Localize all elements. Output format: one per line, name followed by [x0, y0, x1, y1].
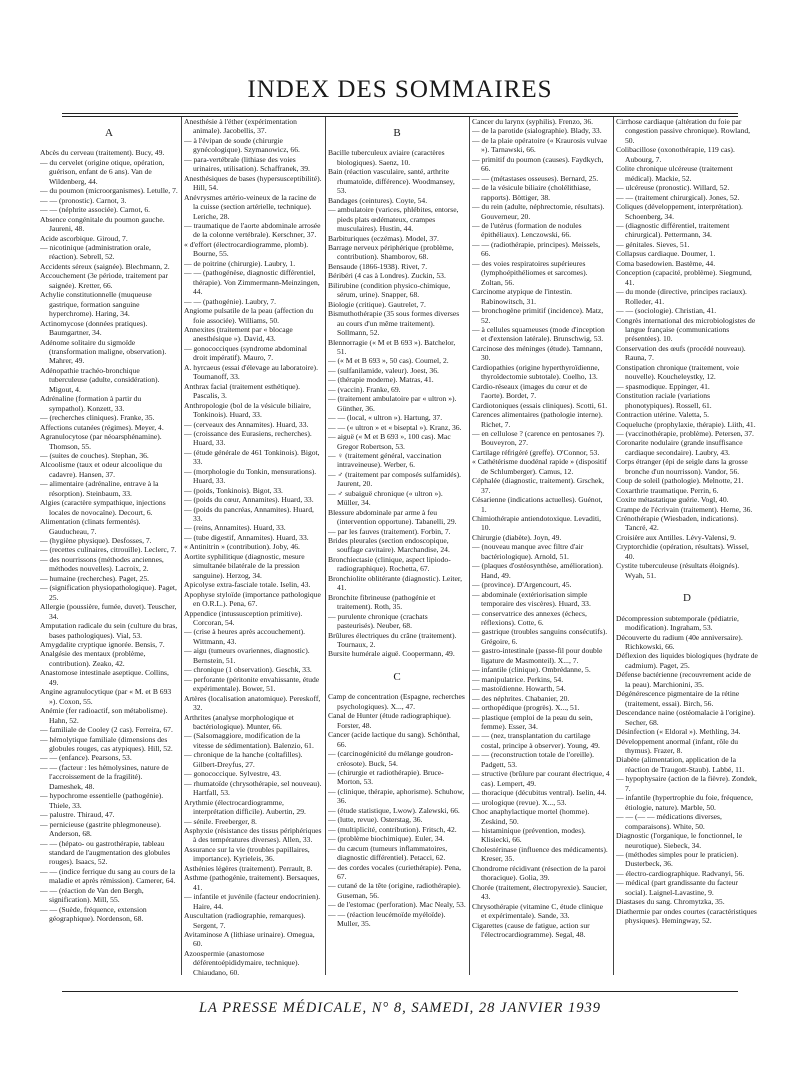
index-entry: Diabète (alimentation, application de la réaction de Traugott-Staub). Labbé, 11.: [616, 755, 745, 774]
index-entry: — (lutte, revue). Osterstag, 36.: [328, 815, 423, 825]
index-entry: — gonococciques (syndrome abdominal droit impératif). Mauro, 7.: [184, 343, 307, 363]
index-entry: Cancer (acide lactique du sang). Schönthal, 66.: [328, 730, 460, 749]
index-entry: — — (néphrite associée). Carnot, 6.: [40, 205, 151, 215]
index-entry: — (méthodes simples pour le praticien). Dusterbeck, 36.: [616, 849, 739, 869]
index-entry: Conservation des œufs (procédé nouveau). Rauna, 7.: [616, 343, 746, 363]
index-entry: Bismuthothérapie (35 sous formes diverses au cours d'un même traitement). Sollmann, 52.: [328, 309, 460, 338]
index-entry: Désinfection (« Eldoral »). Methling, 34.: [616, 727, 741, 737]
index-entry: « Cathétérisme duodénal rapide » (dispositif de Schlumberger). Camus, 12.: [472, 457, 607, 476]
index-entry: Anastomose intestinale aseptique. Collins, 49.: [40, 668, 169, 687]
index-entry: — de poitrine (chirurgie). Laubry, 1.: [184, 258, 296, 268]
index-entry: Colite chronique ulcéreuse (traitement médical). Mackie, 52.: [616, 164, 733, 183]
index-entry: — — (Suède, fréquence, extension géographique). Nordenson, 68.: [40, 904, 147, 924]
index-entry: — infantile (hypertrophie du foie, fréquence, étiologie, nature). Marble, 50.: [616, 793, 753, 812]
index-entry: — (Salsomaggiore, modification de la vitesse de sédimentation). Balenzio, 61.: [184, 731, 314, 750]
index-entry: Apicolyse extra-fasciale totale. Iselin, 43.: [184, 580, 311, 590]
index-entry: « d'effort (électrocardiogramme, plomb). Bourne, 55.: [184, 239, 309, 259]
index-entry: — des néphrites. Chabanier, 20.: [472, 693, 570, 703]
index-entry: Allergie (poussière, fumée, duvet). Teuscher, 34.: [40, 602, 177, 621]
index-entry: Dégénérescence pigmentaire de la rétine (traitement, essai). Birch, 56.: [616, 689, 740, 708]
index-entry: — (« M et B 693 », 50 cas). Coumel, 2.: [328, 356, 449, 366]
index-entry: — génitales. Sieves, 51.: [616, 239, 690, 249]
index-entry: — chronique (1 observation). Geschk, 33.: [184, 665, 312, 675]
column-divider: [469, 117, 470, 975]
column-divider: [325, 117, 326, 975]
index-entry: — (étude statistique, Lwow). Zalewski, 66.: [328, 805, 460, 815]
index-entry: Abcès du cerveau (traitement). Bucy, 49.: [40, 148, 165, 158]
index-entry: — — (indice ferrique du sang au cours de la maladie et après rémission). Camerer, 64.: [40, 866, 176, 886]
index-entry: — de l'utérus (formation de nodules épithéliaux). Lenczowski, 66.: [472, 220, 582, 240]
index-entry: — pernicieuse (gastrite phlegmoneuse). Anderson, 68.: [40, 819, 162, 839]
index-entry: Constipation chronique (traitement, voie nouvelle). Koucheleystky, 12.: [616, 362, 740, 382]
index-entry: — gastrique (troubles sanguins consécutifs). Grégoire, 6.: [472, 627, 608, 646]
index-entry: — des nourrissons (méthodes anciennes, méthodes nouvelles). Lacroix, 2.: [40, 554, 164, 574]
index-entry: — (poids du cœur, Annamites). Huard, 33.: [184, 495, 314, 505]
index-entry: — gonococcique. Sylvestre, 43.: [184, 769, 282, 779]
index-entry: — urologique (revue). X..., 53.: [472, 797, 567, 807]
index-entry: — (morphologie du Tonkin, mensurations). Huard, 33.: [184, 466, 317, 486]
index-entry: — de l'estomac (perforation). Mac Nealy, 53.: [328, 900, 466, 910]
index-entry: Alimentation (clinats fermentés). Gauducheau, 7.: [40, 517, 141, 536]
index-entry: Cigarettes (cause de fatigue, action sur l'électrocardiogramme). Segal, 48.: [472, 920, 590, 939]
index-entry: Crénothérapie (Wiesbaden, indications). Tancré, 42.: [616, 514, 739, 533]
index-entry: — — (métastases osseuses). Bernard, 25.: [472, 173, 599, 183]
index-entry: — des cordes vocales (curiethérapie). Pena, 67.: [328, 862, 462, 881]
index-entry: — de la vésicule biliaire (cholélithiase, rapports). Böttiger, 38.: [472, 183, 591, 202]
index-entry: Appendice (intussusception primitive). Corcoran, 54.: [184, 608, 303, 628]
index-entry: Descendance naine (ostéomalacie à l'origine). Secher, 68.: [616, 708, 756, 727]
index-entry: — familiale de Cooley (2 cas). Ferreira, 67.: [40, 725, 173, 735]
index-entry: Chirurgie (diabète). Joyn, 49.: [472, 532, 562, 542]
index-entry: — — (pathogénèse, diagnostic différentiel, thérapie). Von Zimmermann-Meinzingen, 44.: [184, 268, 320, 297]
index-entry: Croisière aux Antilles. Lévy-Valensi, 9.: [616, 532, 736, 542]
index-entry: — — (pronostic). Carnot, 3.: [40, 195, 127, 205]
index-entry: Arythmie (électrocardiogramme, interprétation difficile). Aubertin, 29.: [184, 797, 306, 817]
index-entry: Coronarite nodulaire (grande insuffisance cardiaque secondaire). Laubry, 43.: [616, 438, 743, 457]
index-entry: Diagnostic (l'organique, le fonctionnel, le neurotique). Siebeck, 34.: [616, 831, 743, 850]
index-entry: — du poumon (microorganismes). Letulle, 7.: [40, 186, 178, 196]
index-entry: — — (facteur : les hémolysines, nature de l'accroissement de la fragilité). Dameshek, 48.: [40, 762, 169, 791]
index-entry: — sénile. Freeberger, 8.: [184, 816, 257, 826]
index-entry: Bursite humérale aiguë. Coopermann, 49.: [328, 649, 455, 659]
index-entry: Amputation radicale du sein (culture du bras, bases pathologiques). Vial, 53.: [40, 621, 178, 640]
index-entry: — — (radiothérapie, principes). Meissels, 66.: [472, 239, 601, 259]
index-entry: Cystite tuberculeuse (résultats éloignés). Wyah, 51.: [616, 561, 740, 580]
index-entry: — gastro-intestinale (passe-fil pour double ligature de Masmonteil). X..., 7.: [472, 646, 603, 665]
index-entry: Achylie constitutionnelle (muqueuse gastrique, formation sanguine hyperchrome). Haring, 34.: [40, 290, 152, 319]
index-entry: Bronchiolite oblitérante (diagnostic). Leiter, 41.: [328, 573, 463, 593]
index-entry: — (vaccin). Franke, 69.: [328, 384, 401, 394]
index-entry: — — (réaction leucémoïde myéloïde). Muller, 35.: [328, 909, 446, 929]
index-entry: — humaine (recherches). Paget, 25.: [40, 573, 150, 583]
index-entry: — hypochrome essentielle (pathogénie). Thiele, 33.: [40, 791, 164, 810]
index-entry: — hypophysaire (action de la fièvre). Zondek, 7.: [616, 774, 757, 793]
section-heading: D: [683, 592, 691, 605]
index-entry: — (sulfanilamide, valeur). Joest, 36.: [328, 365, 439, 375]
index-entry: — — (pathogénie). Laubry, 7.: [184, 296, 277, 306]
index-entry: Auscultation (radiographie, remarques). Sergent, 7.: [184, 911, 306, 930]
index-entry: — cutané de la tête (origine, radiothérapie). Guseman, 56.: [328, 881, 461, 900]
index-entry: Anesthésie à l'éther (expérimentation animale). Jacobellis, 37.: [184, 117, 297, 136]
index-entry: — manipulatrice. Perkins, 54.: [472, 674, 564, 684]
index-entry: Diastases du sang. Chromytzka, 35.: [616, 897, 725, 907]
index-entry: Azoospermie (anastomose déférentoépididymaire, technique). Chiaudano, 60.: [184, 948, 300, 977]
index-entry: — de la plaie opératoire (« Kraurosis vulvae »). Tarnawski, 66.: [472, 135, 608, 155]
index-entry: Collapsus cardiaque. Doumer, 1.: [616, 249, 716, 259]
index-entry: Bronchite fibrineuse (pathogénie et traitement). Roth, 35.: [328, 592, 436, 612]
index-entry: — aigu (tumeurs ovariennes, diagnostic). Bernstein, 51.: [184, 646, 310, 665]
index-entry: — infantile et juvénile (facteur endocrinien). Haire, 44.: [184, 892, 321, 911]
index-entry: Découverte du radium (40e anniversaire). Richkowski, 66.: [616, 632, 743, 652]
index-entry: Coliques (développement, interprétation). Schoenberg, 34.: [616, 202, 743, 221]
index-entry: Coqueluche (prophylaxie, thérapie). Liith, 41.: [616, 419, 756, 429]
section-heading: C: [393, 670, 401, 683]
index-entry: — — (— — médications diverses, comparaisons). White, 50.: [616, 812, 722, 831]
index-entry: Cryptorchidie (opération, résultats). Wissel, 40.: [616, 542, 749, 561]
index-entry: Bain (réaction vasculaire, santé, arthrite rhumatoïde, différence). Woodmansey, 53.: [328, 167, 455, 196]
index-entry: — ♂ (traitement par composés sulfamidés). Jaurent, 20.: [328, 469, 462, 489]
index-entry: — du cervelet (origine otique, opération, guérison, enfant de 6 ans). Van de Wildenberg, 44.: [40, 157, 165, 186]
index-entry: — (province). D'Argencourt, 45.: [472, 580, 572, 590]
index-entry: — — (local, « ultron »). Hartung, 37.: [328, 413, 443, 423]
index-entry: — du rein (adulte, néphrectomie, résultats). Gouverneur, 20.: [472, 202, 605, 221]
index-entry: — à l'évipan de soude (chirurgie gynécologique). Szymanowicz, 66.: [184, 135, 300, 155]
footer-rule: [62, 991, 738, 992]
index-entry: Brûlures électriques du crâne (traitement). Tournaux, 2.: [328, 630, 457, 650]
index-entry: — de la parotide (sialographie). Blady, 33.: [472, 126, 602, 136]
index-entry: — mastoïdienne. Howarth, 54.: [472, 684, 566, 694]
index-entry: Accouchement (3e période, traitement par saignée). Kretter, 66.: [40, 271, 168, 290]
index-entry: Béribéri (4 cas à Londres). Zuckin, 53.: [328, 271, 446, 281]
index-entry: Coma basedowien. Bastème, 44.: [616, 258, 716, 268]
index-entry: Césarienne (indications actuelles). Guénot, 1.: [472, 495, 603, 514]
index-entry: — — (réaction de Van den Bergh, signification). Mill, 55.: [40, 885, 144, 905]
index-entry: « Antinitrin » (contribution). Joby, 46.: [184, 542, 300, 552]
index-column-2: [184, 117, 322, 977]
index-entry: Apophyse styloïde (importance pathologique en O.R.L.). Pena, 67.: [184, 589, 321, 609]
index-entry: Crampe de l'écrivain (traitement). Herne, 36.: [616, 504, 753, 514]
index-entry: Cardiotoniques (essais cliniques). Scotti, 61.: [472, 400, 608, 410]
index-entry: — — (« ultron » et « biseptal »). Kranz, 36.: [328, 422, 462, 432]
index-entry: Déflexion des liquides biologiques (hydrate de cadmium). Paget, 25.: [616, 651, 758, 670]
index-entry: Agranulocytose (par néoarsphénamine). Thomson, 55.: [40, 432, 162, 451]
index-entry: — (recettes culinaires, citrouille). Leclerc, 7.: [40, 545, 177, 555]
index-entry: Adrénaline (formation à partir du sympathol). Konzett, 33.: [40, 394, 142, 413]
index-entry: Coxite métastatique guérie. Vogl, 40.: [616, 495, 729, 505]
index-entry: — plastique (emploi de la peau du sein, femme). Esser, 34.: [472, 712, 593, 731]
index-entry: — para-vertébrale (lithiase des voies urinaires, utilisation). Schaffranek, 39.: [184, 154, 310, 174]
index-entry: — à cellules squameuses (mode d'inception et d'extension latérale). Brunschwig, 53.: [472, 324, 605, 344]
index-entry: — (thérapie moderne). Matras, 41.: [328, 375, 434, 385]
index-entry: — traumatique de l'aorte abdominale arrosée de la colonne vertébrale). Kerschner, 37.: [184, 220, 321, 240]
index-entry: Développement anormal (infant, rôle du thymus). Frazer, 8.: [616, 736, 739, 755]
index-entry: — en cellulose ? (carence en pentosanes ?). Bouveyron, 27.: [472, 428, 605, 448]
index-entry: Angiome pulsatile de la peau (affection du foie associée). Williams, 50.: [184, 306, 314, 325]
index-entry: Anthrax facial (traitement esthétique). Pascalis, 3.: [184, 381, 300, 401]
index-entry: — (tube digestif, Annamites). Huard, 33.: [184, 532, 309, 542]
title-rule-top: [62, 113, 738, 114]
index-entry: Congrès international des microbiologistes de langue française (communications présentées). 10.: [616, 315, 756, 344]
index-entry: Avitaminose A (lithiase urinaire). Omegua, 60.: [184, 929, 315, 949]
index-entry: Blennorragie (« M et B 693 »). Batchelor, 51.: [328, 337, 456, 356]
index-entry: Barbituriques (eczémas). Model, 37.: [328, 233, 439, 243]
index-entry: — (poids du pancréas, Annamites). Huard, 33.: [184, 504, 314, 524]
index-entry: Cardiopathies (origine hyperthyroïdienne, thyroïdectomie subtotale). Coelho, 13.: [472, 362, 600, 382]
index-entry: — (traitement ambulatoire par « ultron »). Günther, 36.: [328, 394, 457, 413]
index-entry: Asphyxie (résistance des tissus périphériques à des températures diverses). Allen, 33.: [184, 825, 322, 845]
index-entry: Constitution raciale (variations phonotypiques). Rossell, 61.: [616, 391, 712, 410]
index-entry: Canal de Hunter (étude radiographique). Forster, 48.: [328, 711, 451, 730]
index-entry: — purulente chronique (crachats pasteurisés). Neuber, 68.: [328, 611, 428, 631]
index-entry: Asthénies légères (traitement). Perrault, 8.: [184, 863, 313, 873]
index-entry: — ♀ (traitement général, vaccination intraveineuse). Werber, 6.: [328, 450, 442, 470]
index-entry: Adénopathie trachéo-bronchique tuberculeuse (adulte, considération). Migout, 4.: [40, 365, 160, 394]
index-entry: Chrysothérapie (vitamine C, étude clinique et expérimentale). Sande, 33.: [472, 901, 603, 921]
index-entry: — ambulatoire (varices, phlébites, entorse, pieds plats œdémateux, crampes musculaires). Hustin, 44.: [328, 205, 459, 234]
index-entry: — (plaques d'ostéosynthèse, amélioration). Hand, 49.: [472, 561, 604, 580]
index-entry: Cancer du larynx (syphilis). Frenzo, 36.: [472, 117, 594, 126]
section-heading: B: [393, 127, 401, 139]
index-entry: — (croissance des Eurasiens, recherches). Huard, 33.: [184, 428, 312, 448]
index-entry: Anévrysmes artério-veineux de la racine de la cuisse (section artérielle, technique). Leriche, 28.: [184, 192, 317, 221]
index-entry: Bronchiectasie (clinique, aspect lipiodo-radiographique). Rochetta, 67.: [328, 554, 451, 574]
index-entry: — spasmodique. Eppinger, 41.: [616, 381, 710, 391]
index-entry: — alimentaire (adrénaline, entrave à la résorption). Steinbaum, 33.: [40, 479, 159, 498]
index-entry: Contraction utérine. Valetta, 5.: [616, 410, 710, 420]
index-column-1: [40, 117, 178, 977]
index-entry: — nicotinique (administration orale, réaction). Sebrell, 52.: [40, 242, 151, 262]
index-entry: Décompression subtemporale (pédiatrie, modification). Ingraham, 53.: [616, 613, 739, 633]
index-entry: Actinomycose (données pratiques). Baumgartner, 34.: [40, 318, 148, 338]
index-entry: Alcoolisme (taux et odeur alcoolique du cadavre). Hansen, 37.: [40, 460, 163, 479]
index-entry: — ♂ subaiguë chronique (« ultron »). Müller, 34.: [328, 488, 443, 508]
index-entry: Bacille tuberculeux aviaire (caractères biologiques). Saenz, 10.: [328, 148, 445, 167]
index-entry: Analgésie des mentaux (problème, contribution). Zeako, 42.: [40, 649, 146, 668]
index-entry: — (clinique, thérapie, aphorisme). Schuhow, 36.: [328, 786, 465, 806]
index-entry: Colibacillose (oxonothérapie, 119 cas). Aubourg, 7.: [616, 145, 735, 164]
index-entry: — ulcéreuse (pronostic). Willard, 52.: [616, 183, 730, 193]
index-entry: Assurance sur la vie (troubles papillaires, importance). Kyrieleis, 36.: [184, 844, 310, 864]
index-entry: — médical (part grandissante du facteur social). Laignel-Lavastine, 9.: [616, 878, 739, 897]
index-entry: — abdominale (extériorisation simple temporaire des viscères). Huard, 33.: [472, 589, 591, 609]
index-entry: — électro-cardiographique. Radvanyi, 56.: [616, 868, 745, 878]
index-entry: Absence congénitale du poumon gauche. Jaureni, 48.: [40, 214, 165, 234]
index-entry: Cardio-réseaux (images du cœur et de l'aorte). Bordet, 7.: [472, 381, 588, 401]
index-entry: — primitif du poumon (causes). Faydkych, 66.: [472, 154, 604, 174]
index-entry: Arthrites (analyse morphologique et bactériologique). Munter, 66.: [184, 712, 294, 731]
index-entry: — (signification physiopathologique). Paget, 25.: [40, 583, 177, 602]
index-entry: Aortite syphilitique (diagnostic, mesure simultanée bilatérale de la pression sanguine). Herzog, 34.: [184, 551, 305, 580]
index-entry: — — (traitement chirurgical). Jones, 52.: [616, 192, 740, 202]
index-entry: Algies (caractère sympathique, injections locales de novocaïne). Decourt, 6.: [40, 498, 166, 517]
index-entry: — (étude générale de 461 Tonkinois). Bigot, 33.: [184, 447, 320, 467]
index-entry: Conception (capacité, problème). Siegmund, 41.: [616, 268, 752, 287]
index-entry: Cholestérinase (influence des médicaments). Kreser, 35.: [472, 844, 608, 864]
index-entry: Bandages (ceintures). Coyte, 54.: [328, 195, 428, 205]
index-entry: Anémie (fer radioactif, son métabolisme). Hahn, 52.: [40, 706, 168, 725]
index-entry: — (problème biochimique). Euler, 34.: [328, 834, 445, 844]
index-entry: — (carcinogénicité du mélange goudron-créosote). Buck, 54.: [328, 749, 454, 768]
index-entry: — par les fauves (traitement). Forbin, 7.: [328, 526, 451, 536]
index-entry: — (chirurgie et radiothérapie). Bruce-Morton, 53.: [328, 768, 444, 787]
index-entry: Céphalée (diagnostic, traitement). Grschek, 37.: [472, 476, 604, 495]
index-entry: — du cæcum (tumeurs inflammatoires, diagnostic différentiel). Petacci, 62.: [328, 843, 448, 863]
index-entry: Chimiothérapie antiendotoxique. Levaditi, 10.: [472, 514, 602, 533]
index-entry: — hémolytique familiale (dimensions des globules rouges, cas atypiques). Hill, 52.: [40, 734, 173, 753]
index-entry: — palustre. Thiraud, 47.: [40, 810, 115, 820]
index-entry: — (vaccinothérapie, problème). Petersen, 37.: [616, 428, 754, 438]
index-entry: — du monde (directive, principes raciaux). Rolleder, 41.: [616, 287, 747, 306]
index-entry: Corps étranger (épi de seigle dans la grosse bronche d'un nourrisson). Vandor, 56.: [616, 457, 748, 476]
index-entry: Bilirubine (condition physico-chimique, sérum, urine). Snapper, 68.: [328, 280, 451, 300]
index-entry: Accidents séreux (saignée). Blechmann, 2.: [40, 261, 170, 271]
index-entry: — conservatrice des annexes (échecs, réflexions). Cotte, 6.: [472, 608, 587, 628]
index-entry: — chronique de la hanche (coltafilles). Gilbert-Dreyfus, 27.: [184, 750, 303, 769]
index-entry: — (recherches cliniques). Franke, 35.: [40, 413, 155, 423]
index-entry: Biologie (critique). Gautrelet, 7.: [328, 299, 426, 309]
column-divider: [613, 117, 614, 975]
index-entry: — — (nez, transplantation du cartilage costal, principe à observer). Young, 49.: [472, 731, 600, 750]
index-entry: — thoracique (décubitus ventral). Iselin, 44.: [472, 788, 607, 798]
index-column-5: [616, 117, 758, 977]
index-entry: Annexites (traitement par « blocage anesthésique »). David, 43.: [184, 324, 293, 344]
index-entry: — infantile (clinique). Ombrédanne, 5.: [472, 665, 591, 675]
index-entry: — (diagnostic différentiel, traitement chirurgical). Pettermann, 34.: [616, 220, 730, 240]
index-entry: — (cerveaux des Annamites). Huard, 33.: [184, 419, 309, 429]
index-entry: Coup de soleil (pathologie). Melnotte, 21.: [616, 476, 744, 486]
index-entry: Chondrome récidivant (résection de la paroi thoracique). Golia, 39.: [472, 863, 606, 883]
index-entry: — (hygiène physique). Desfosses, 7.: [40, 536, 152, 546]
index-entry: Bensaude (1866-1938). Rivet, 7.: [328, 261, 428, 271]
page-footer: LA PRESSE MÉDICALE, N° 8, SAMEDI, 28 JANVIER 1939: [198, 1000, 602, 1016]
index-column-3: [328, 117, 466, 977]
index-entry: A. hyrcaeus (essai d'élevage au laboratoire). Toumanoff, 33.: [184, 362, 318, 382]
index-entry: — structive (brûlure par courant électrique, 4 cas). Lempert, 49.: [472, 769, 610, 788]
index-entry: — (suites de couches). Stephan, 36.: [40, 450, 149, 460]
index-entry: Coxarthrie traumatique. Perrin, 6.: [616, 485, 719, 495]
index-entry: — orthopédique (progrès). X..., 51.: [472, 703, 580, 713]
index-entry: Carences alimentaires (pathologie interne). Richet, 7.: [472, 410, 603, 429]
index-entry: Amygdalite cryptique ignorée. Bensis, 7.: [40, 640, 165, 650]
index-entry: Choc anaphylactique mortel (homme). Zeskind, 50.: [472, 807, 590, 826]
index-entry: Artères (localisation anatomique). Pereskoff, 32.: [184, 693, 321, 713]
index-entry: Défense bactérienne (recouvrement acide de la peau). Marchionini, 35.: [616, 670, 751, 689]
index-entry: — — (enfance). Pearsons, 53.: [40, 753, 132, 763]
index-entry: Acide ascorbique. Giroud, 7.: [40, 233, 128, 243]
index-entry: Anthropologie (bol de la vésicule biliaire, Tonkinois). Huard, 33.: [184, 400, 311, 420]
index-entry: Blessure abdominale par arme à feu (intervention opportune). Tabanelli, 29.: [328, 507, 457, 527]
index-entry: Anesthésiques de bases (hypersusceptibilité). Hill, 54.: [184, 173, 322, 193]
index-entry: Cirrhose cardiaque (altération du foie par congestion passive chronique). Rowland, 50.: [616, 117, 751, 145]
index-entry: — — (sociologie). Christian, 41.: [616, 306, 717, 316]
index-entry: — histaminique (prévention, modes). Klisiecki, 66.: [472, 825, 586, 845]
index-entry: Carcinome atypique de l'intestin. Rabinowitsch, 31.: [472, 287, 573, 306]
index-entry: — rhumatoïde (chrysothérapie, sel nouveau). Hartfall, 53.: [184, 778, 322, 798]
index-entry: — perforante (péritonite envahissante, étude expérimentale). Bower, 51.: [184, 674, 320, 694]
index-entry: Angine agranulocytique (par « M. et B 693 »). Coxon, 55.: [40, 687, 172, 706]
index-entry: — — (hépato- ou gastrothérapie, tableau standard de l'augmentation des globules rouges). Isaacs, 52.: [40, 838, 171, 867]
index-entry: Cartilage réfrigéré (greffe). O'Connor, 53.: [472, 447, 600, 457]
index-entry: Camp de concentration (Espagne, recherches psychologiques). X..., 47.: [328, 692, 465, 711]
index-entry: — (multiplicité, contribution). Fritsch, 42.: [328, 824, 457, 834]
index-entry: — (crise à heures après accouchement). Wittmann, 43.: [184, 627, 306, 646]
index-entry: — bronchogène primitif (incidence). Matz, 52.: [472, 306, 604, 325]
index-entry: Barrage nerveux périphérique (problème, contribution). Shamborov, 68.: [328, 242, 454, 262]
page-title: INDEX DES SOMMAIRES: [247, 76, 553, 103]
index-entry: Adénome solitaire du sigmoïde (transformation maligne, observation). Mahrer, 49.: [40, 337, 167, 366]
index-entry: Diathermie par ondes courtes (caractéristiques physiques). Hemingway, 52.: [616, 906, 757, 926]
index-entry: — aiguë (« M et B 693 », 100 cas). Mac Gregor Robertson, 53.: [328, 432, 451, 451]
index-entry: Brides pleurales (section endoscopique, souffage cavitaire). Marchandise, 24.: [328, 536, 450, 555]
index-entry: Carcinose des méninges (étude). Tamnann, 30.: [472, 343, 603, 363]
index-entry: — (reins, Annamites). Huard, 33.: [184, 523, 286, 533]
index-entry: Affections cutanées (régimes). Meyer, 4.: [40, 422, 164, 432]
column-divider: [181, 117, 182, 975]
index-entry: — (poids, Tonkinois). Bigot, 33.: [184, 485, 283, 495]
index-entry: Asthme (pathogénie, traitement). Bersaques, 41.: [184, 873, 320, 892]
index-column-4: [472, 117, 610, 977]
index-entry: Chorée (traitement, électropyrexie). Saucier, 43.: [472, 882, 608, 902]
index-entry: — (nouveau manque avec filtre d'air bactériologique). Arnold, 51.: [472, 542, 584, 561]
section-heading: A: [105, 127, 113, 139]
index-entry: — des voies respiratoires supérieures (lymphoépithéliomes et sarcomes). Zoltan, 56.: [472, 258, 588, 287]
index-entry: — — (reconstruction totale de l'oreille). Padgett, 53.: [472, 750, 594, 769]
